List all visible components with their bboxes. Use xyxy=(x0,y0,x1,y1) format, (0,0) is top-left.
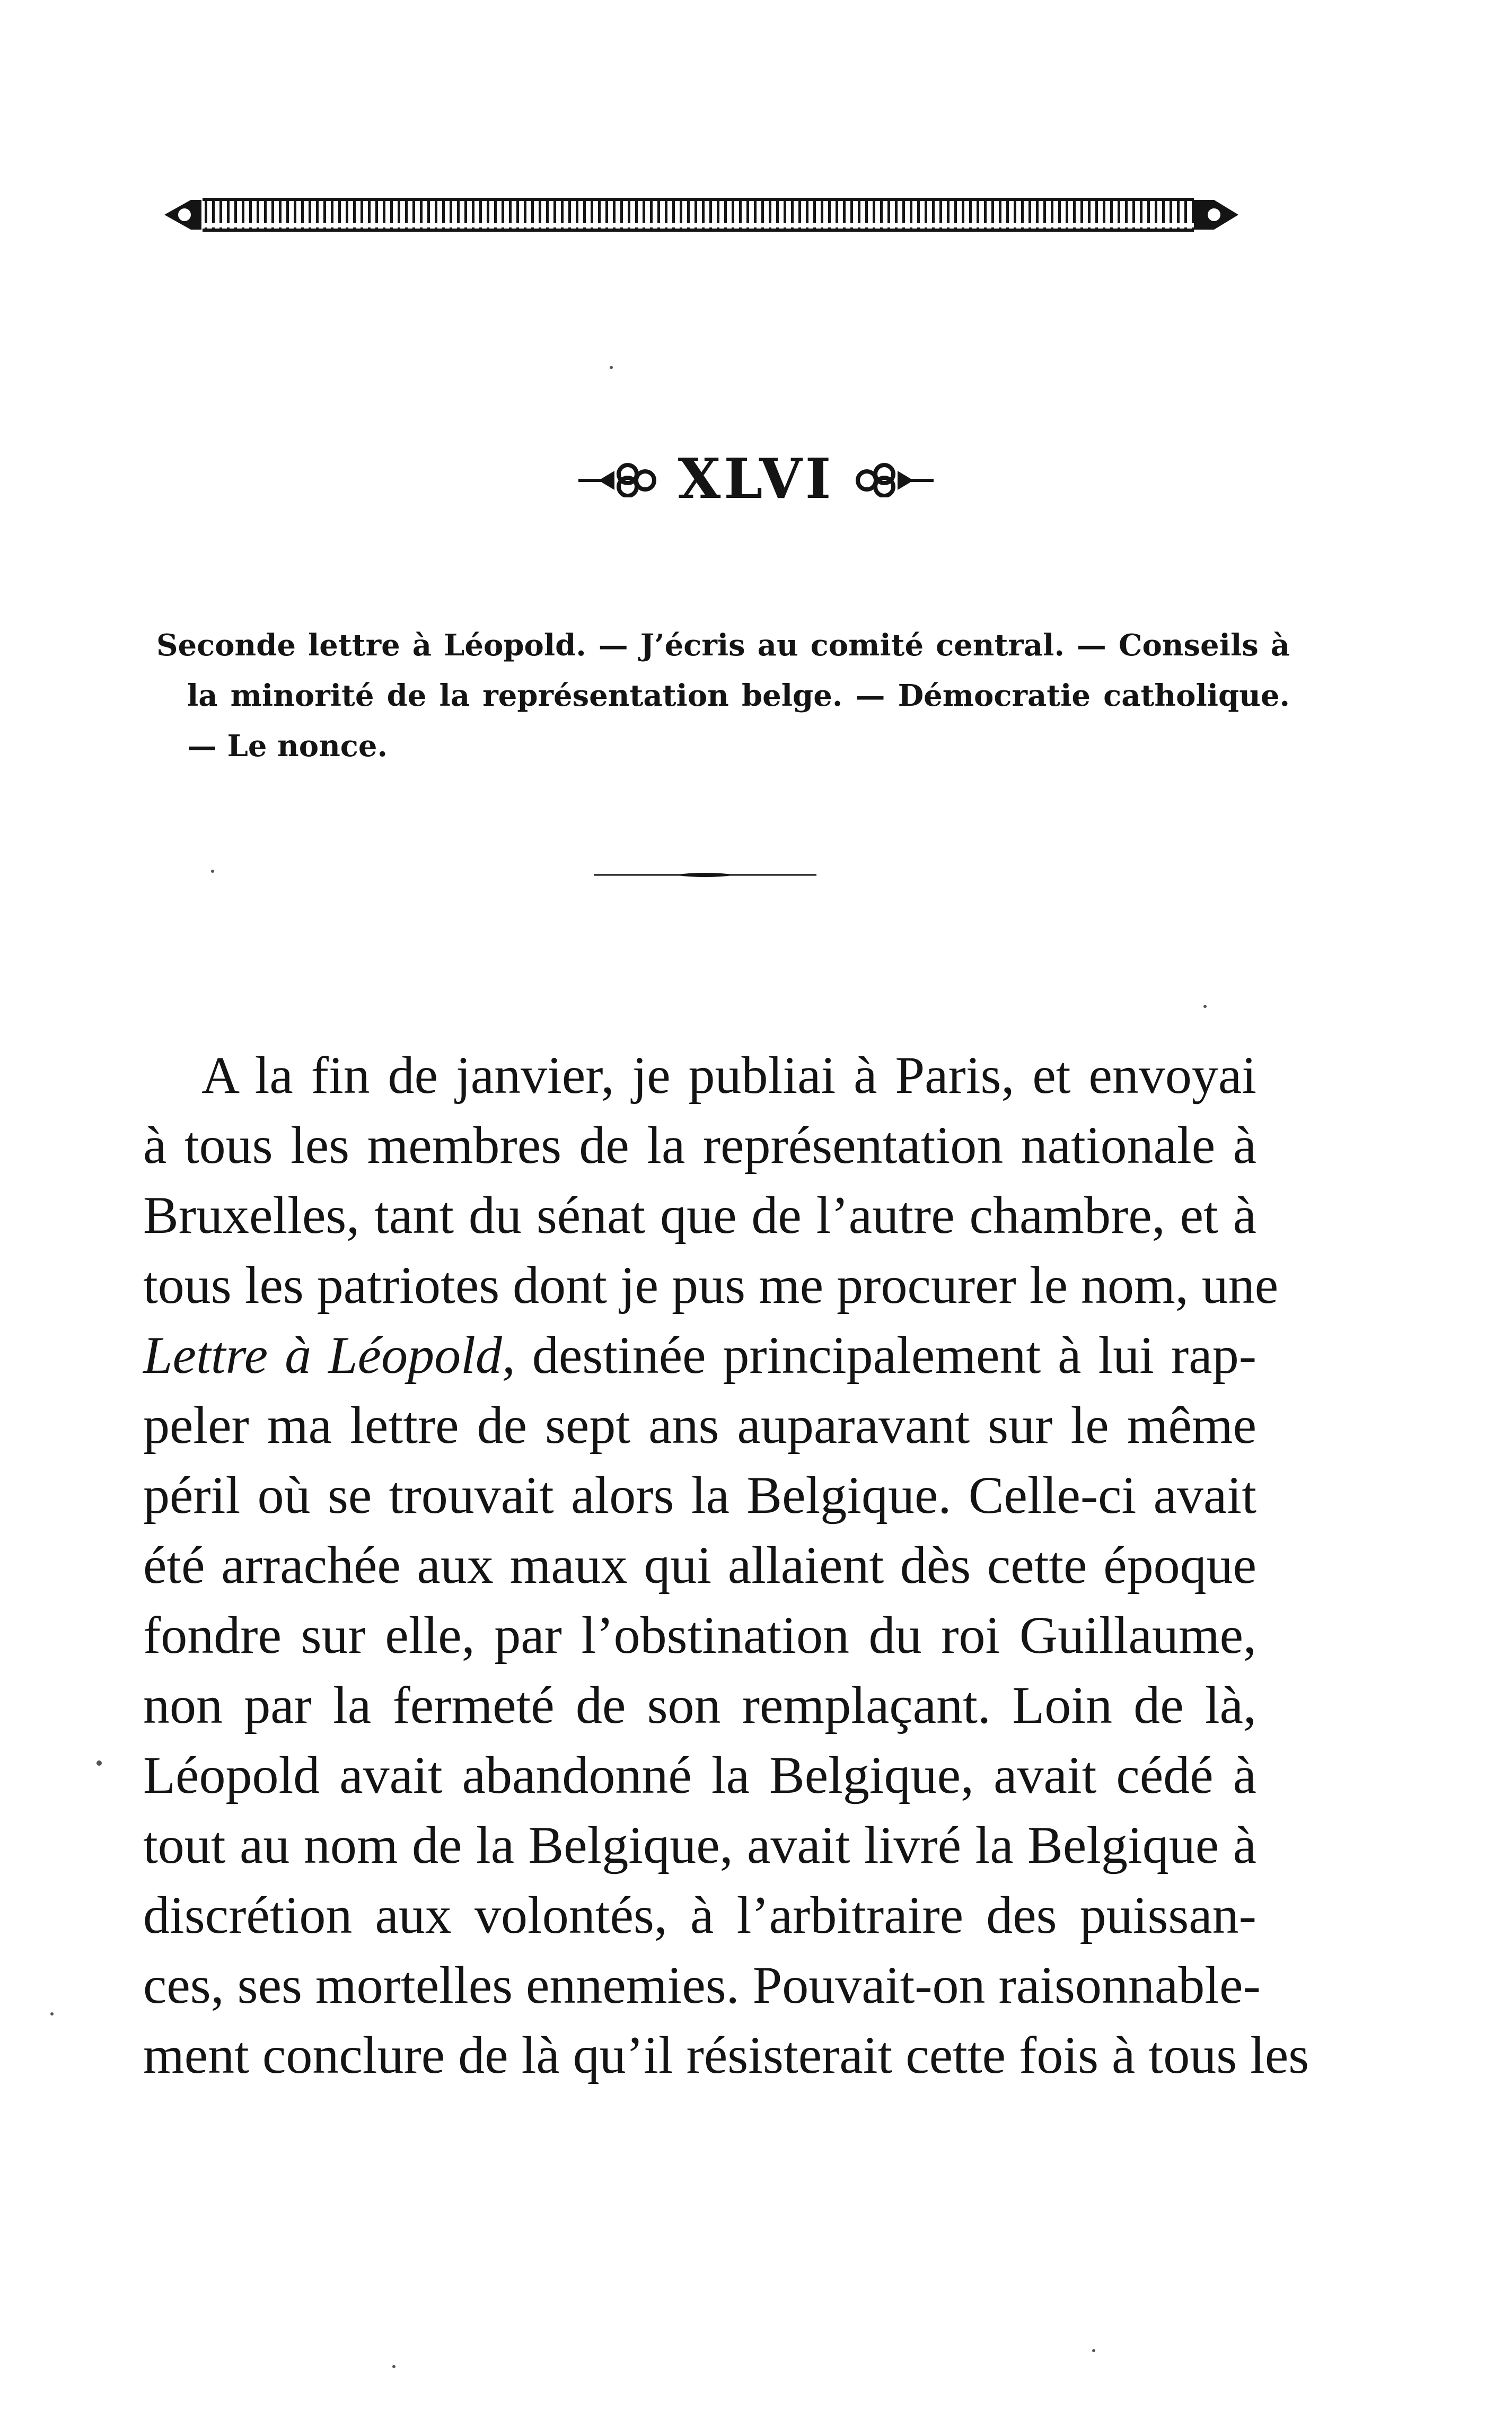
paper-speck xyxy=(211,870,214,873)
text-line: non par la fermeté de son remplaçant. Loin de là, xyxy=(143,1676,1256,1734)
text-line: fondre sur elle, par l’obstination du roi Guillaume, xyxy=(143,1606,1256,1664)
italic-title: Lettre à Léopold, xyxy=(143,1326,515,1385)
text-line: A la fin de janvier, je publiai à Paris, et envoyai xyxy=(201,1046,1256,1105)
text-line: à tous les membres de la représentation nationale à xyxy=(143,1116,1256,1175)
section-separator xyxy=(594,871,816,879)
paper-speck xyxy=(1203,1005,1207,1008)
paper-speck xyxy=(50,2012,54,2016)
left-flourish-icon xyxy=(577,460,657,497)
text-line: ment conclure de là qu’il résisterait cette fois à tous les xyxy=(143,2026,1309,2084)
text-line: péril où se trouvait alors la Belgique. Celle-ci avait xyxy=(143,1466,1256,1524)
paper-speck xyxy=(610,366,613,369)
paper-speck xyxy=(1092,2349,1095,2352)
ornament-band-graphic xyxy=(159,194,1241,236)
text-line: été arrachée aux maux qui allaient dès cette époque xyxy=(143,1536,1256,1594)
right-flourish-icon xyxy=(855,460,935,497)
chapter-summary: Seconde lettre à Léopold. — J’écris au comité central. — Conseils à la minorité de la représentation belge. — Démocratie catholique. — Le nonce. xyxy=(156,628,1290,764)
text-line: ces, ses mortelles ennemies. Pouvait-on raisonnable- xyxy=(143,1956,1261,2014)
header-ornament-band xyxy=(159,194,1241,236)
text-line: peler ma lettre de sept ans auparavant sur le même xyxy=(143,1396,1256,1454)
text-line-rest: destinée principalement à lui rap- xyxy=(532,1326,1256,1385)
chapter-heading xyxy=(0,444,1512,513)
body-text xyxy=(143,1040,1309,2090)
paper-speck xyxy=(392,2365,395,2368)
text-line: tout au nom de la Belgique, avait livré la Belgique à xyxy=(143,1816,1256,1874)
text-line: tous les patriotes dont je pus me procurer le nom, une xyxy=(143,1256,1279,1315)
text-line: Bruxelles, tant du sénat que de l’autre chambre, et à xyxy=(143,1186,1256,1245)
text-line: discrétion aux volontés, à l’arbitraire des puissan- xyxy=(143,1886,1256,1944)
text-line-with-title xyxy=(143,1320,1256,1390)
separator-rule xyxy=(594,871,816,879)
chapter-number: XLVI xyxy=(678,446,834,511)
paper-speck xyxy=(96,1760,102,1766)
text-line: Léopold avait abandonné la Belgique, avait cédé à xyxy=(143,1746,1256,1804)
